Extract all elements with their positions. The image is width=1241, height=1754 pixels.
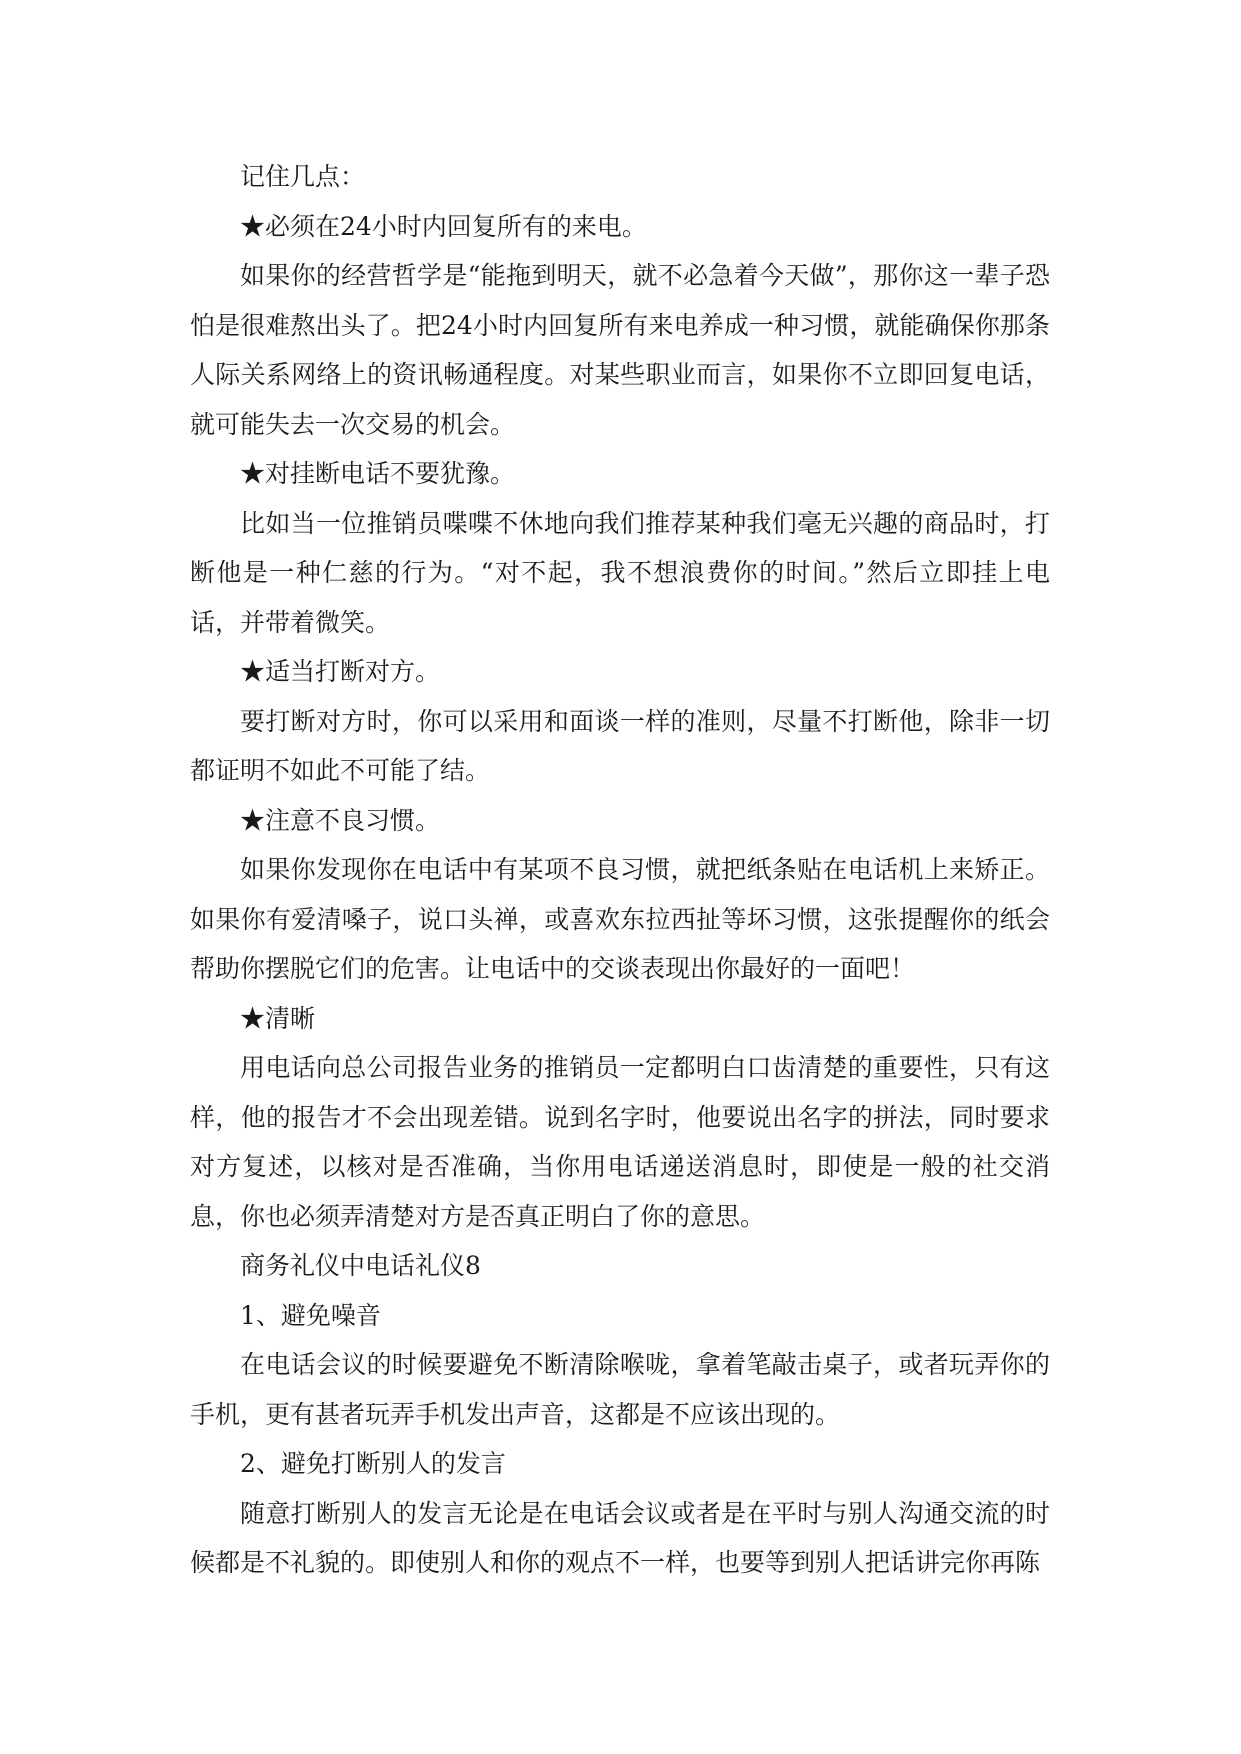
paragraph-return-calls: 如果你的经营哲学是“能拖到明天，就不必急着今天做”，那你这一辈子恐怕是很难熬出头了。把24小时内回复所有来电养成一种习惯，就能确保你那条人际关系网络上的资讯畅通程度。对某些职业而言，如果你不立即回复电话，就可能失去一次交易的机会。 — [190, 261, 1050, 439]
tip-heading-interrupt: ★适当打断对方。 — [240, 657, 441, 686]
paragraph-avoid-interrupting: 随意打断别人的发言无论是在电话会议或者是在平时与别人沟通交流的时候都是不礼貌的。即使别人和你的观点不一样，也要等到别人把话讲完你再陈 — [190, 1498, 1050, 1577]
intro-heading: 记住几点： — [240, 162, 366, 191]
list-heading-avoid-noise: 1、避免噪音 — [240, 1300, 381, 1330]
paragraph-avoid-noise: 在电话会议的时候要避免不断清除喉咙，拿着笔敲击桌子，或者玩弄你的手机，更有甚者玩弄手机发出声音，这都是不应该出现的。 — [190, 1350, 1050, 1429]
tip-heading-return-calls: ★必须在24小时内回复所有的来电。 — [240, 211, 647, 241]
section-heading: 商务礼仪中电话礼仪8 — [240, 1251, 481, 1280]
paragraph-interrupt: 要打断对方时，你可以采用和面谈一样的准则，尽量不打断他，除非一切都证明不如此不可能了结。 — [190, 706, 1050, 785]
paragraph-clarity: 用电话向总公司报告业务的推销员一定都明白口齿清楚的重要性，只有这样，他的报告才不会出现差错。说到名字时，他要说出名字的拼法，同时要求对方复述，以核对是否准确，当你用电话递送消息时，即使是一般的社交消息，你也必须弄清楚对方是否真正明白了你的意思。 — [190, 1053, 1050, 1231]
tip-heading-bad-habits: ★注意不良习惯。 — [240, 805, 441, 835]
list-heading-avoid-interrupting: 2、避免打断别人的发言 — [240, 1449, 506, 1478]
tip-heading-clarity: ★清晰 — [240, 1003, 316, 1033]
document-page — [190, 152, 1050, 1588]
paragraph-hang-up: 比如当一位推销员喋喋不休地向我们推荐某种我们毫无兴趣的商品时，打断他是一种仁慈的行为。“对不起，我不想浪费你的时间。”然后立即挂上电话，并带着微笑。 — [190, 508, 1050, 637]
paragraph-bad-habits: 如果你发现你在电话中有某项不良习惯，就把纸条贴在电话机上来矫正。如果你有爱清嗓子，说口头禅，或喜欢东拉西扯等坏习惯，这张提醒你的纸会帮助你摆脱它们的危害。让电话中的交谈表现出你最好的一面吧！ — [190, 855, 1050, 983]
tip-heading-hang-up: ★对挂断电话不要犹豫。 — [240, 459, 516, 488]
